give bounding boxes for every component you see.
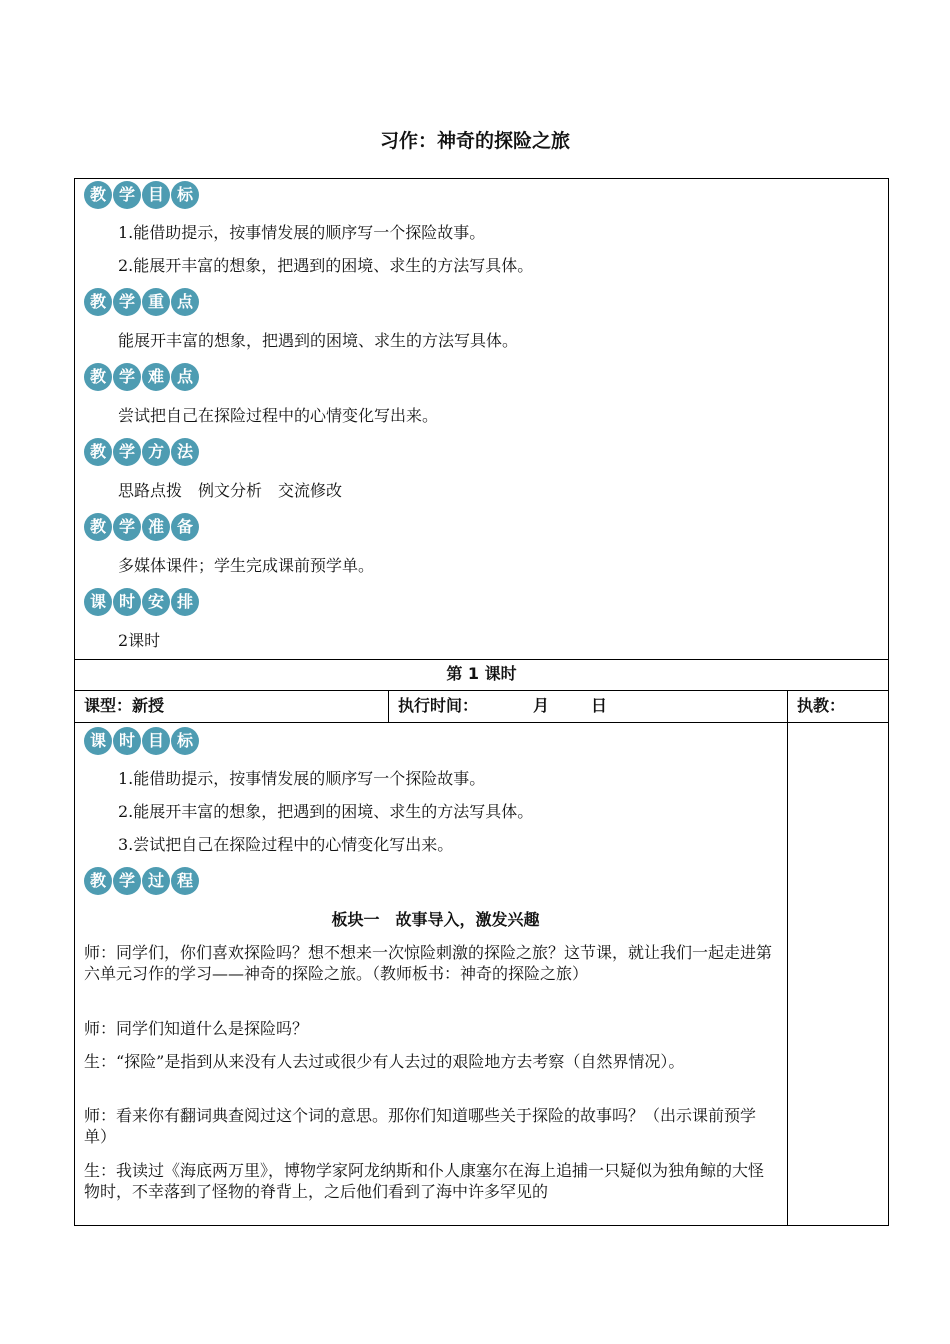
dialogue-paragraph: 师：看来你有翻词典查阅过这个词的意思。那你们知道哪些关于探险的故事吗？（出示课前预学单） <box>84 1106 757 1146</box>
col-divider <box>388 690 389 722</box>
page-title: 习作：神奇的探险之旅 <box>379 130 570 152</box>
method-text: 思路点拨 例文分析 交流修改 <box>118 481 343 500</box>
dialogue-paragraph: 师：同学们，你们喜欢探险吗？想不想来一次惊险刺激的探险之旅？这节课，就让我们一起走进第六单元习作的学习——神奇的探险之旅。（教师板书：神奇的探险之旅） <box>84 943 773 983</box>
lesson-goal-item: 3.尝试把自己在探险过程中的心情变化写出来。 <box>118 835 454 854</box>
dialogue-paragraph: 生：“探险”是指到从来没有人去过或很少有人去过的艰险地方去考察（自然界情况）。 <box>84 1052 685 1071</box>
month-label: 月 <box>533 696 550 715</box>
badge-key-point: 教 学 重 点 <box>84 288 199 316</box>
badge-teaching-method: 教 学 方 法 <box>84 438 199 466</box>
row-divider <box>74 722 889 723</box>
lesson-type: 课型：新授 <box>84 696 165 715</box>
preparation-text: 多媒体课件；学生完成课前预学单。 <box>118 556 375 575</box>
badge-lesson-goals: 课 时 目 标 <box>84 727 199 755</box>
dialogue-paragraph: 师：同学们知道什么是探险吗？ <box>84 1019 309 1038</box>
goal-item: 1.能借助提示，按事情发展的顺序写一个探险故事。 <box>118 223 486 242</box>
day-label: 日 <box>591 696 608 715</box>
row-divider <box>74 659 889 660</box>
row-divider <box>74 690 889 691</box>
badge-teaching-process: 教 学 过 程 <box>84 867 199 895</box>
lesson-goal-item: 2.能展开丰富的想象，把遇到的困境、求生的方法写具体。 <box>118 802 534 821</box>
execution-time-label: 执行时间： <box>398 696 479 715</box>
dialogue-paragraph: 生：我读过《海底两万里》，博物学家阿龙纳斯和仆人康塞尔在海上追捕一只疑似为独角鲸的大怪物时，不幸落到了怪物的脊背上，之后他们看到了海中许多罕见的 <box>84 1161 765 1201</box>
badge-difficult-point: 教 学 难 点 <box>84 363 199 391</box>
schedule-text: 2课时 <box>118 631 161 650</box>
goal-item: 2.能展开丰富的想象，把遇到的困境、求生的方法写具体。 <box>118 256 534 275</box>
col-divider <box>787 690 788 1226</box>
badge-teaching-goals: 教 学 目 标 <box>84 181 199 209</box>
difficult-point-text: 尝试把自己在探险过程中的心情变化写出来。 <box>118 406 439 425</box>
badge-preparation: 教 学 准 备 <box>84 513 199 541</box>
section-title: 板块一 故事导入，激发兴趣 <box>331 910 540 929</box>
key-point-text: 能展开丰富的想象，把遇到的困境、求生的方法写具体。 <box>118 331 519 350</box>
badge-schedule: 课 时 安 排 <box>84 588 199 616</box>
lesson-goal-item: 1.能借助提示，按事情发展的顺序写一个探险故事。 <box>118 769 486 788</box>
lesson-header: 第 1 课时 <box>446 664 517 683</box>
teacher-label: 执教： <box>797 696 846 715</box>
